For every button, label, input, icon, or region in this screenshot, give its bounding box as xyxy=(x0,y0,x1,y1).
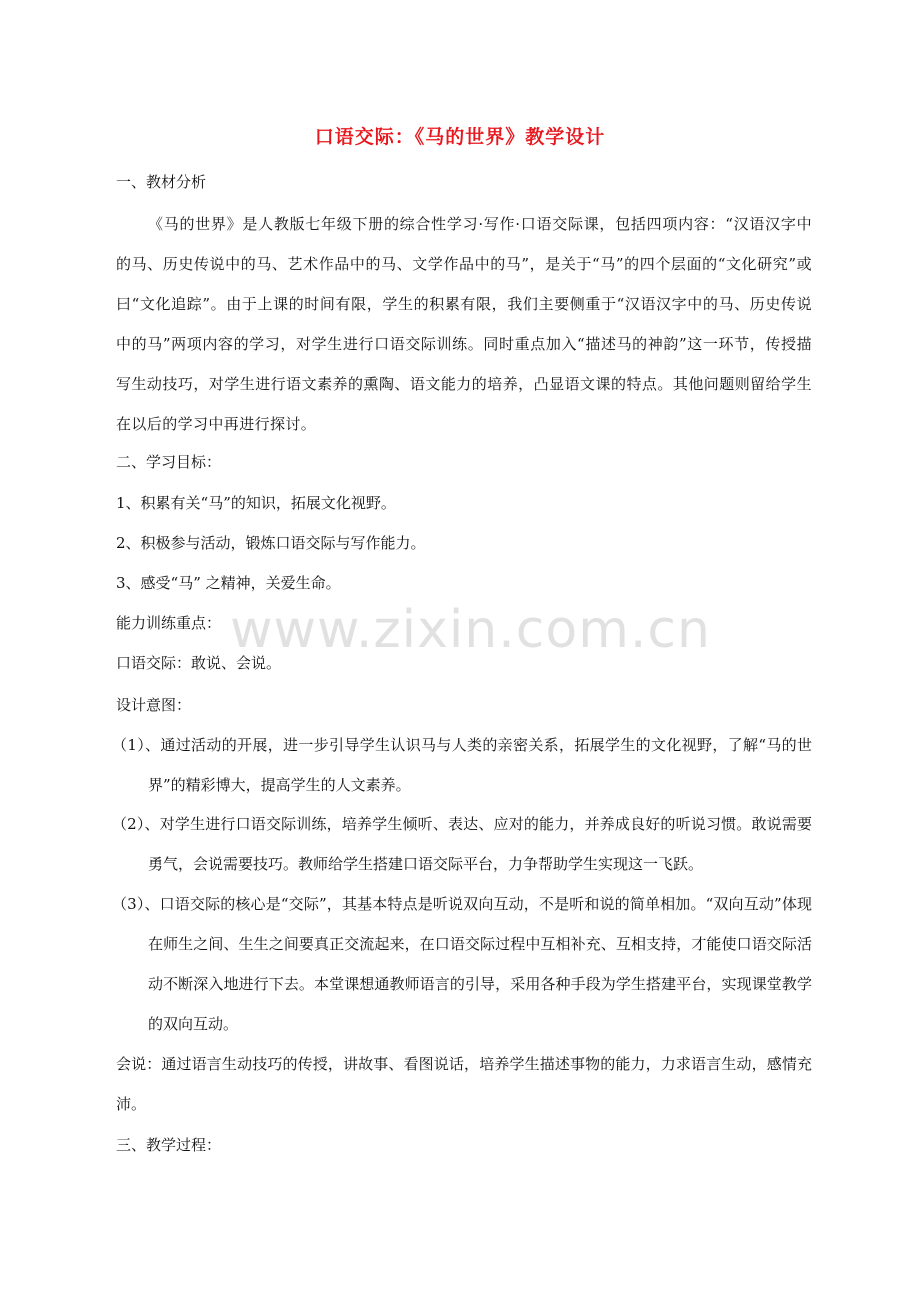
section-heading-goals: 二、学习目标： xyxy=(116,453,222,471)
goal-item: 2、积极参与活动，锻炼口语交际与写作能力。 xyxy=(116,534,426,552)
goal-item: 1、积累有关“马”的知识，拓展文化视野。 xyxy=(116,494,396,512)
goal-item: 3、感受“马” 之精神，关爱生命。 xyxy=(116,574,341,592)
design-item: （2）、对学生进行口语交际训练，培养学生倾听、表达、应对的能力，并养成良好的听说习惯。敢说需要勇气，会说需要技巧。教师给学生搭建口语交际平台，力争帮助学生实现这一飞跃。 xyxy=(112,815,812,873)
design-item: （3）、口语交际的核心是“交际”，其基本特点是听说双向互动，不是听和说的简单相加。“双向互动”体现在师生之间、生生之间要真正交流起来，在口语交际过程中互相补充、互相支持，才能使口语交际活动不断深入地进行下去。本堂课想通教师语言的引导，采用各种手段为学生搭建平台，实现课堂教学的双向互动。 xyxy=(112,895,812,1033)
ability-text: 口语交际：敢说、会说。 xyxy=(116,654,282,672)
section-heading-analysis: 一、教材分析 xyxy=(116,173,207,191)
ability-heading: 能力训练重点： xyxy=(116,614,222,632)
huishuo-paragraph: 会说：通过语言生动技巧的传授，讲故事、看图说话，培养学生描述事物的能力，力求语言生动，感情充沛。 xyxy=(116,1055,812,1113)
design-heading: 设计意图： xyxy=(116,696,192,714)
section-heading-process: 三、教学过程： xyxy=(116,1136,222,1154)
design-item: （1）、通过活动的开展，进一步引导学生认识马与人类的亲密关系，拓展学生的文化视野，了解“马的世界”的精彩博大，提高学生的人文素养。 xyxy=(112,736,812,794)
analysis-paragraph: 《马的世界》是人教版七年级下册的综合性学习·写作·口语交际课，包括四项内容：“汉语汉字中的马、历史传说中的马、艺术作品中的马、文学作品中的马”，是关于“马”的四个层面的“文化研究”或曰“文化追踪”。由于上课的时间有限，学生的积累有限，我们主要侧重于“汉语汉字中的马、历史传说中的马”两项内容的学习，对学生进行口语交际训练。同时重点加入“描述马的神韵”这一环节，传授描写生动技巧，对学生进行语文素养的熏陶、语文能力的培养，凸显语文课的特点。其他问题则留给学生在以后的学习中再进行探讨。 xyxy=(116,215,812,433)
document-title: 口语交际：《马的世界》教学设计 xyxy=(314,126,606,148)
watermark: www.zixin.com.cn xyxy=(230,600,711,660)
